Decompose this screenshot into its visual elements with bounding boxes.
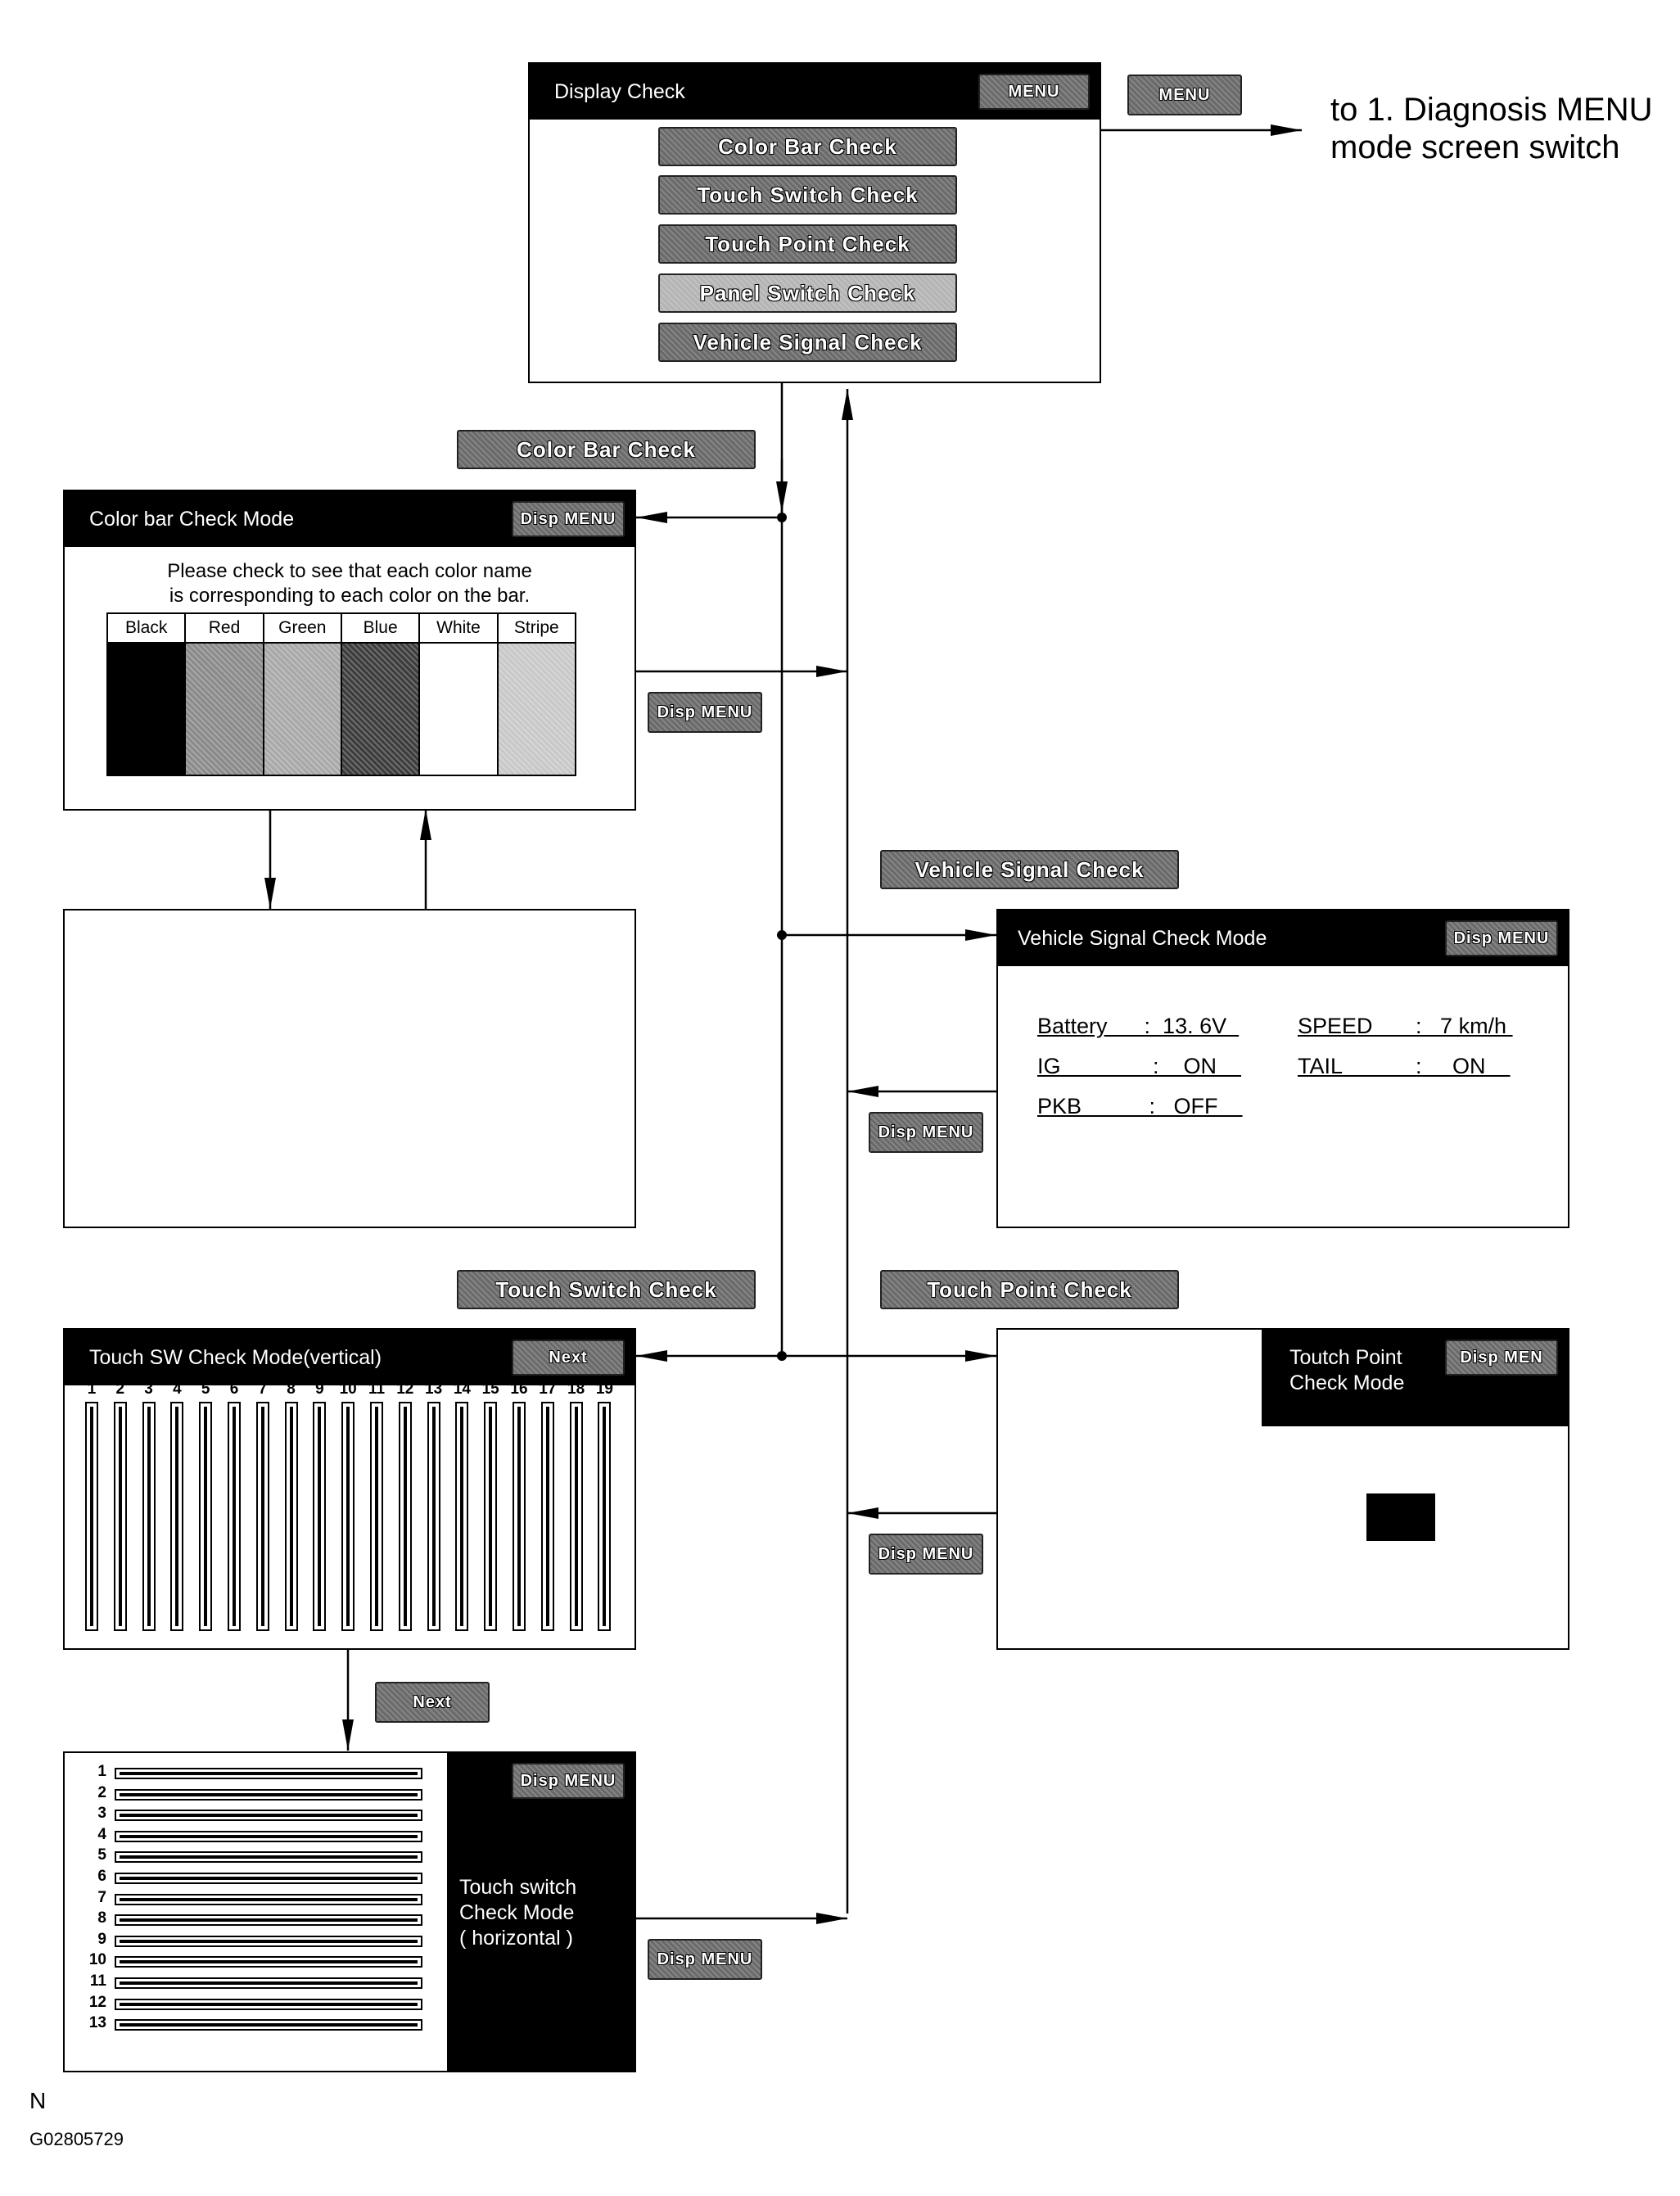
color-bar-column <box>497 614 575 775</box>
menu-transition-button[interactable]: MENU <box>1127 75 1242 115</box>
vertical-switch-number: 16 <box>510 1380 528 1398</box>
vertical-touch-switch[interactable] <box>484 1402 497 1631</box>
tail-reading: TAIL : ON <box>1298 1054 1511 1078</box>
blank-screen <box>63 909 636 1228</box>
touch-point-title-line2: Check Mode <box>1289 1371 1405 1394</box>
horizontal-touch-switch[interactable] <box>115 1977 422 1989</box>
vertical-touch-switch[interactable] <box>228 1402 241 1631</box>
vehicle-signal-disp-menu-button[interactable]: Disp MENU <box>1445 920 1558 956</box>
horizontal-label-line1: Touch switch <box>459 1876 577 1899</box>
color-bar-title: Color bar Check Mode <box>89 507 295 531</box>
horizontal-switch-number: 9 <box>97 1930 106 1948</box>
vertical-touch-switch[interactable] <box>570 1402 583 1631</box>
color-bar-column <box>418 614 496 775</box>
color-bar-check-button[interactable]: Color Bar Check <box>658 127 957 166</box>
vertical-touch-switch[interactable] <box>142 1402 156 1631</box>
vertical-switch-number: 19 <box>595 1380 613 1398</box>
color-bar-swatch <box>264 644 341 775</box>
horizontal-switch-number: 4 <box>97 1825 106 1843</box>
horizontal-label-line2: Check Mode <box>459 1901 575 1924</box>
vertical-touch-switch[interactable] <box>598 1402 611 1631</box>
vertical-switch-number: 7 <box>258 1380 268 1398</box>
color-bar-column <box>341 614 418 775</box>
vertical-touch-switch[interactable] <box>313 1402 326 1631</box>
horizontal-disp-menu-button[interactable]: Disp MENU <box>512 1763 625 1799</box>
color-bar-swatch <box>342 644 418 775</box>
diagnosis-target-line1: to 1. Diagnosis MENU <box>1330 92 1653 128</box>
battery-reading: Battery : 13. 6V <box>1037 1014 1240 1038</box>
vertical-switch-number: 12 <box>396 1380 414 1398</box>
vertical-switch-number: 10 <box>339 1380 357 1398</box>
touch-switch-transition-button[interactable]: Touch Switch Check <box>457 1270 756 1309</box>
horizontal-touch-switch[interactable] <box>115 1914 422 1926</box>
touch-point-title-line1: Toutch Point <box>1289 1346 1402 1369</box>
horizontal-touch-switch[interactable] <box>115 1894 422 1905</box>
vertical-touch-switch[interactable] <box>370 1402 383 1631</box>
vertical-touch-switch[interactable] <box>170 1402 183 1631</box>
vertical-touch-switch[interactable] <box>114 1402 127 1631</box>
vertical-touch-switch[interactable] <box>341 1402 355 1631</box>
color-bar-column-label: Black <box>108 614 184 644</box>
junction-dot <box>777 513 787 522</box>
horizontal-touch-switch[interactable] <box>115 1810 422 1821</box>
touch-point-screen <box>996 1328 1569 1650</box>
vertical-switch-number: 15 <box>481 1380 499 1398</box>
vertical-touch-switch[interactable] <box>541 1402 554 1631</box>
vertical-switch-number: 14 <box>453 1380 471 1398</box>
vertical-touch-switch[interactable] <box>513 1402 526 1631</box>
vehicle-signal-check-button[interactable]: Vehicle Signal Check <box>658 323 957 362</box>
diagnosis-target-line2: mode screen switch <box>1330 129 1620 165</box>
horizontal-switch-number: 1 <box>97 1763 106 1780</box>
horizontal-switch-number: 3 <box>97 1805 106 1823</box>
color-bar-column <box>184 614 262 775</box>
vertical-switch-number: 11 <box>368 1380 386 1398</box>
touch-sw-next-button[interactable]: Next <box>512 1340 625 1376</box>
horizontal-switch-number: 2 <box>97 1783 106 1801</box>
color-bar-column-label: White <box>420 614 496 644</box>
horizontal-touch-switch[interactable] <box>115 1936 422 1947</box>
vertical-touch-switch[interactable] <box>285 1402 298 1631</box>
horizontal-touch-switch[interactable] <box>115 1873 422 1884</box>
vertical-switch-number: 5 <box>201 1380 210 1398</box>
color-bar-column-label: Green <box>264 614 341 644</box>
color-bar-return-disp-menu[interactable]: Disp MENU <box>648 692 762 733</box>
horizontal-touch-switch[interactable] <box>115 2019 422 2031</box>
vertical-switch-number: 6 <box>229 1380 239 1398</box>
color-bar-swatch <box>420 644 496 775</box>
vertical-switch-number: 13 <box>425 1380 443 1398</box>
touch-point-check-button[interactable]: Touch Point Check <box>658 224 957 264</box>
vertical-switch-number: 4 <box>173 1380 182 1398</box>
horizontal-switch-number: 13 <box>88 2014 106 2032</box>
touch-point-transition-button[interactable]: Touch Point Check <box>880 1270 1179 1309</box>
vertical-switch-number: 18 <box>567 1380 585 1398</box>
color-bar-swatch <box>186 644 262 775</box>
vertical-switch-number: 9 <box>315 1380 324 1398</box>
touch-point-target[interactable] <box>1366 1493 1435 1541</box>
horizontal-label-line3: ( horizontal ) <box>459 1927 573 1950</box>
vertical-switch-number: 1 <box>87 1380 97 1398</box>
horizontal-switch-number: 10 <box>88 1951 106 1969</box>
touch-switch-check-button[interactable]: Touch Switch Check <box>658 175 957 215</box>
vehicle-signal-transition-button[interactable]: Vehicle Signal Check <box>880 850 1179 889</box>
junction-dot <box>777 930 787 940</box>
horizontal-touch-switch[interactable] <box>115 1851 422 1863</box>
touch-sw-vertical-title: Touch SW Check Mode(vertical) <box>89 1345 382 1369</box>
horizontal-touch-switch[interactable] <box>115 1768 422 1779</box>
color-bar-column-label: Blue <box>342 614 418 644</box>
horizontal-touch-switch[interactable] <box>115 1789 422 1801</box>
vertical-touch-switch[interactable] <box>427 1402 440 1631</box>
vertical-touch-switch[interactable] <box>399 1402 412 1631</box>
vertical-touch-switch[interactable] <box>199 1402 212 1631</box>
color-bar-transition-button[interactable]: Color Bar Check <box>457 430 756 469</box>
display-check-title: Display Check <box>554 79 685 103</box>
vertical-touch-switch[interactable] <box>85 1402 98 1631</box>
color-bar-swatch <box>108 644 184 775</box>
vehicle-signal-return-disp-menu[interactable]: Disp MENU <box>869 1112 983 1153</box>
horizontal-switch-number: 12 <box>88 1993 106 2011</box>
horizontal-switch-number: 8 <box>97 1909 106 1927</box>
junction-dot <box>777 1351 787 1361</box>
color-bar-column-label: Stripe <box>499 614 575 644</box>
pkb-reading: PKB : OFF <box>1037 1094 1243 1118</box>
speed-reading: SPEED : 7 km/h <box>1298 1014 1513 1038</box>
vertical-touch-switch[interactable] <box>455 1402 468 1631</box>
horizontal-switch-number: 6 <box>97 1868 106 1885</box>
touch-point-disp-menu-button[interactable]: Disp MEN <box>1445 1340 1558 1376</box>
footer-code: G02805729 <box>29 2129 124 2149</box>
horizontal-switch-number: 11 <box>89 1972 106 1990</box>
color-bar-instruction-line1: Please check to see that each color name <box>167 560 532 582</box>
horizontal-touch-switch[interactable] <box>115 1956 422 1968</box>
touch-point-return-disp-menu[interactable]: Disp MENU <box>869 1534 983 1575</box>
footer-letter: N <box>29 2088 47 2113</box>
horizontal-touch-switch[interactable] <box>115 1831 422 1842</box>
color-bar-table <box>106 612 576 776</box>
vertical-touch-switch[interactable] <box>256 1402 269 1631</box>
display-check-screen <box>528 62 1101 383</box>
vehicle-signal-title: Vehicle Signal Check Mode <box>1018 926 1267 950</box>
vertical-switch-number: 17 <box>539 1380 557 1398</box>
menu-button[interactable]: MENU <box>978 74 1090 110</box>
vehicle-signal-screen <box>996 909 1569 1228</box>
next-transition-button[interactable]: Next <box>375 1682 490 1723</box>
color-bar-swatch <box>499 644 575 775</box>
ig-reading: IG : ON <box>1037 1054 1242 1078</box>
panel-switch-check-button[interactable]: Panel Switch Check <box>658 273 957 313</box>
horizontal-switch-number: 5 <box>97 1846 106 1864</box>
color-bar-column <box>108 614 184 775</box>
color-bar-column <box>263 614 341 775</box>
horizontal-touch-switch[interactable] <box>115 1999 422 2010</box>
horizontal-switch-number: 7 <box>97 1888 106 1906</box>
color-bar-disp-menu-button[interactable]: Disp MENU <box>512 501 625 537</box>
color-bar-column-label: Red <box>186 614 262 644</box>
vertical-switch-number: 2 <box>115 1380 125 1398</box>
vertical-switch-number: 3 <box>144 1380 153 1398</box>
horizontal-return-disp-menu[interactable]: Disp MENU <box>648 1939 762 1980</box>
vertical-switch-number: 8 <box>287 1380 296 1398</box>
color-bar-instruction-line2: is corresponding to each color on the bar. <box>169 585 531 607</box>
